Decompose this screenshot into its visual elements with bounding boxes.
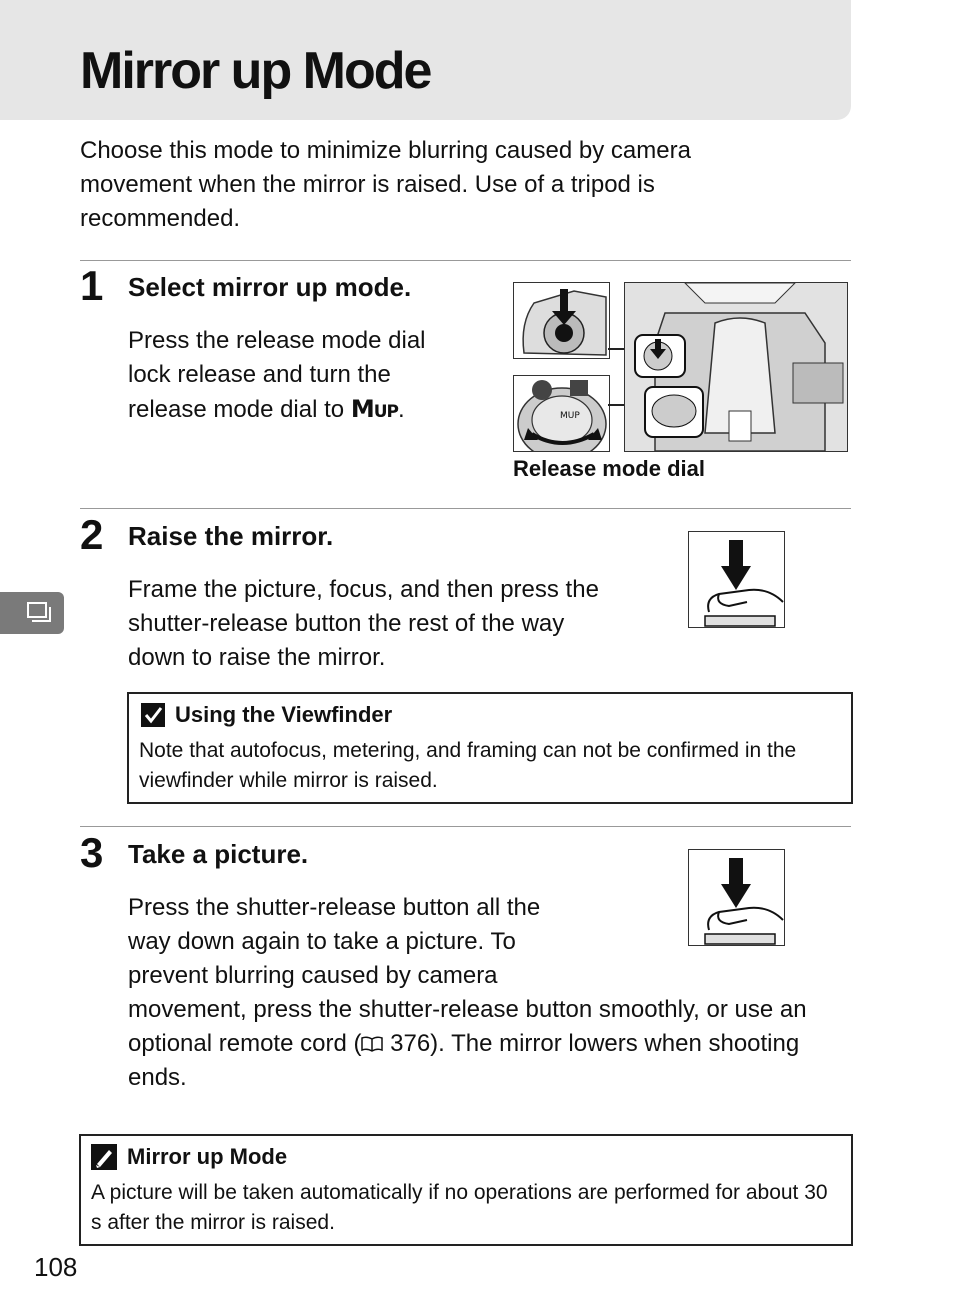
note-mirror-title: Mirror up Mode bbox=[127, 1144, 288, 1169]
pencil-icon bbox=[91, 1144, 117, 1170]
step-1-text: Press the release mode dial lock release and turn the release mode dial to MUP. bbox=[128, 327, 426, 423]
shutter-press-illustration bbox=[688, 531, 785, 628]
note-viewfinder-text: Note that autofocus, metering, and framing can not be confirmed in the viewfinder while mirror is raised. bbox=[139, 739, 797, 792]
figure-caption: Release mode dial bbox=[513, 456, 705, 481]
note-viewfinder bbox=[127, 692, 853, 804]
divider bbox=[80, 260, 851, 261]
step-3-text: Press the shutter-release button all the way down again to take a picture. To prevent blurring caused by camera movement, press the shutter-release button smoothly, or use an optional remote cord ( 376). The mirror lowers when shooting ends. bbox=[128, 894, 807, 1091]
dial-mup-label: MUP bbox=[560, 411, 580, 421]
camera-top-illustration bbox=[624, 282, 848, 452]
note-mirror-up bbox=[79, 1134, 853, 1246]
step-2-heading: Raise the mirror. bbox=[128, 521, 334, 551]
book-icon bbox=[361, 1028, 383, 1044]
step-2-number: 2 bbox=[80, 511, 104, 558]
step-3-heading: Take a picture. bbox=[128, 839, 309, 869]
check-icon bbox=[141, 703, 165, 727]
section-tab bbox=[0, 592, 64, 634]
page-number: 108 bbox=[34, 1252, 78, 1282]
step-1-number: 1 bbox=[80, 262, 104, 309]
release-mode-icon bbox=[26, 601, 54, 630]
dial-turn-illustration bbox=[513, 375, 610, 452]
note-mirror-text: A picture will be taken automatically if no operations are performed for about 30 s after the mirror is raised. bbox=[91, 1181, 828, 1234]
note-viewfinder-title: Using the Viewfinder bbox=[175, 702, 393, 727]
intro-paragraph: Choose this mode to minimize blurring caused by camera movement when the mirror is raised. Use of a tripod is recommended. bbox=[80, 137, 691, 232]
dial-lock-illustration bbox=[513, 282, 610, 359]
step-3-number: 3 bbox=[80, 829, 104, 876]
step-1-heading: Select mirror up mode. bbox=[128, 272, 412, 302]
divider bbox=[80, 508, 851, 509]
divider bbox=[80, 826, 851, 827]
page-title: Mirror up Mode bbox=[80, 42, 431, 100]
step-2-text: Frame the picture, focus, and then press the shutter-release button the rest of the way down to raise the mirror. bbox=[128, 576, 599, 671]
mup-mode-symbol: MUP bbox=[350, 395, 398, 423]
page-reference-link[interactable]: 376 bbox=[390, 1030, 431, 1057]
